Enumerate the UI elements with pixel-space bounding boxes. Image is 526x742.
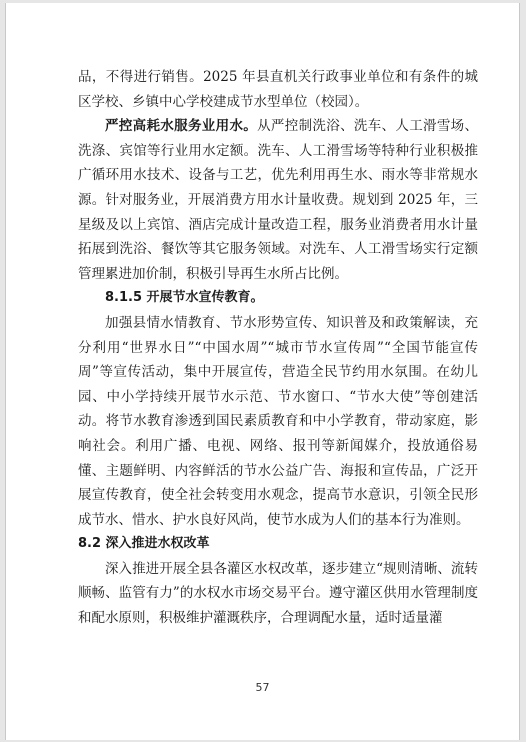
paragraph-service-water (78, 114, 478, 286)
paragraph-body: 从严控制洗浴、洗车、人工滑雪场、洗涤、宾馆等行业用水定额。洗车、人工滑雪场等特种行业积极推广循环用水技术、设备与工艺，优先利用再生水、雨水等非常规水源。针对服务业，开展消费方用水计量收费。规划到 2025 年，三星级及以上宾馆、酒店完成计量改造工程，服务业消费者用水计量拓展到洗浴、餐饮等其它服务领域。对洗车、人工滑雪场实行定额管理累进加价制，积极引导再生水所占比例。 (78, 118, 479, 282)
paragraph-publicity: 加强县情水情教育、节水形势宣传、知识普及和政策解读，充分利用“世界水日”“中国水周”“城市节水宣传周”“全国节能宣传周”等宣传活动，集中开展宣传，营造全民节约用水氛围。在幼儿园、中小学持续开展节水示范、节水窗口、“节水大使”等创建活动。将节水教育渗透到国民素质教育和中小学教育，带动家庭，影响社会。利用广播、电视、网络、报刊等新闻媒介，投放通俗易懂、主题鲜明、内容鲜活的节水公益广告、海报和宣传品，广泛开展宣传教育，使全社会转变用水观念，提高节水意识，引领全民形成节水、惜水、护水良好风尚，使节水成为人们的基本行为准则。 (78, 314, 478, 528)
paragraph-continued: 品，不得进行销售。2025 年县直机关行政事业单位和有条件的城区学校、乡镇中心学校建成节水型单位（校园）。 (78, 69, 478, 110)
page-body (78, 65, 478, 631)
section-heading-8-1-5: 8.1.5 开展节水宣传教育。 (105, 290, 264, 306)
page-number: 57 (255, 681, 270, 694)
document-page (5, 3, 520, 740)
paragraph-water-rights: 深入推进开展全县各灌区水权改革，逐步建立“规则清晰、流转顺畅、监管有力”的水权水市场交易平台。遵守灌区供用水管理制度和配水原则，积极维护灌溉秩序，合理调配水量，适时适量灌 (78, 560, 478, 627)
paragraph-lead-heading: 严控高耗水服务业用水。 (105, 118, 258, 135)
section-heading-8-2: 8.2 深入推进水权改革 (78, 536, 210, 552)
